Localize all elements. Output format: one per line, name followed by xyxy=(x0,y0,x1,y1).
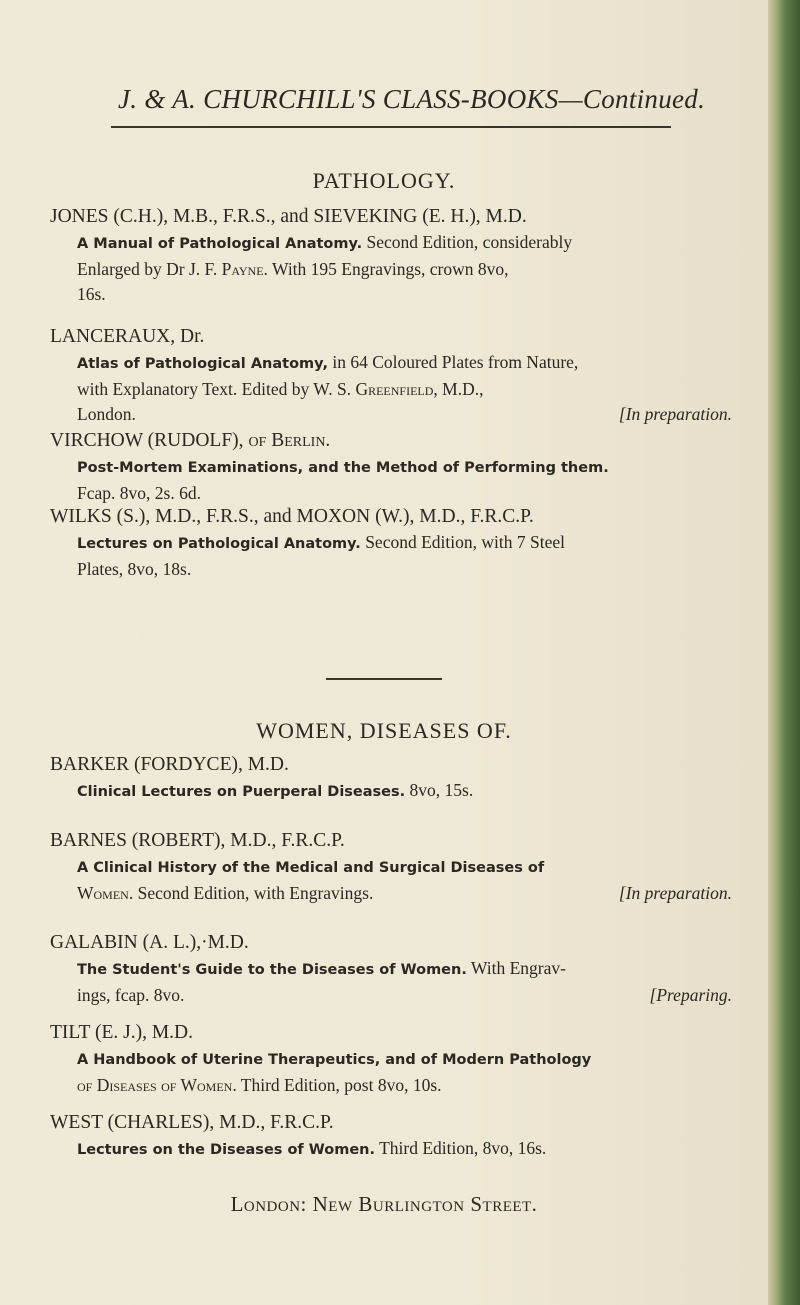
entry-author: VIRCHOW (RUDOLF), xyxy=(50,430,244,451)
entry-author: BARNES (ROBERT), M.D., F.R.C.P. xyxy=(50,830,345,851)
section-title-women-diseases: WOMEN, DISEASES OF. xyxy=(256,718,512,743)
entry-editor: Greenfield, xyxy=(355,379,438,399)
entry-status-note: [In preparation. xyxy=(618,883,732,903)
entry-title-continued: of Diseases of Women. xyxy=(77,1075,237,1095)
entry-virchow xyxy=(50,428,750,506)
entry-title: A Clinical History of the Medical and Surgical Diseases of xyxy=(77,860,545,876)
entry-detail: Third Edition, post 8vo, 10s. xyxy=(240,1075,442,1095)
entry-galabin xyxy=(50,930,750,1008)
entry-price: Plates, 8vo, 18s. xyxy=(77,559,192,579)
entry-author: WEST (CHARLES), M.D., F.R.C.P. xyxy=(50,1112,334,1133)
entry-detail: Second Edition, with Engravings. xyxy=(137,883,374,903)
entry-west xyxy=(50,1110,750,1163)
entry-lanceraux xyxy=(50,324,750,427)
entry-detail: Second Edition, with 7 Steel xyxy=(365,532,565,552)
entry-title: Lectures on Pathological Anatomy. xyxy=(77,536,361,552)
entry-author-origin: of Berlin. xyxy=(248,430,331,451)
entry-author: JONES (C.H.), M.B., F.R.S., and SIEVEKING (E. H.), M.D. xyxy=(50,206,527,227)
entry-detail: Enlarged by Dr J. F. xyxy=(77,259,218,279)
entry-detail: With Engrav- xyxy=(470,958,566,978)
entry-author: GALABIN (A. L.),·M.D. xyxy=(50,932,249,953)
entry-author: BARKER (FORDYCE), M.D. xyxy=(50,754,289,775)
entry-detail: Third Edition, 8vo, 16s. xyxy=(379,1138,547,1158)
entry-barnes xyxy=(50,828,750,906)
entry-title: Clinical Lectures on Puerperal Diseases. xyxy=(77,784,406,800)
entry-detail: With 195 Engravings, crown 8vo, xyxy=(272,259,509,279)
entry-barker xyxy=(50,752,750,805)
entry-status-note: [In preparation. xyxy=(618,404,732,424)
entry-author: LANCERAUX, Dr. xyxy=(50,326,205,347)
entry-editor: Payne. xyxy=(221,259,268,279)
page-edge-binding xyxy=(768,0,800,1305)
entry-detail: with Explanatory Text. Edited by W. S. xyxy=(77,379,352,399)
entry-wilks-moxon xyxy=(50,504,750,582)
entry-title: Atlas of Pathological Anatomy, xyxy=(77,356,328,372)
entry-jones-sieveking xyxy=(50,204,750,307)
entry-title: Post-Mortem Examinations, and the Method of Performing them. xyxy=(77,460,609,476)
page-header: J. & A. CHURCHILL'S CLASS-BOOKS—Continued. xyxy=(118,84,706,114)
header-rule xyxy=(111,126,671,128)
entry-detail: ings, fcap. 8vo. xyxy=(77,985,185,1005)
entry-title: The Student's Guide to the Diseases of Women. xyxy=(77,962,467,978)
entry-detail: Second Edition, considerably xyxy=(366,232,573,252)
entry-title: A Handbook of Uterine Therapeutics, and of Modern Pathology xyxy=(77,1052,592,1068)
entry-status-note: [Preparing. xyxy=(649,985,732,1005)
entry-title: Lectures on the Diseases of Women. xyxy=(77,1142,375,1158)
entry-author: WILKS (S.), M.D., F.R.S., and MOXON (W.), M.D., F.R.C.P. xyxy=(50,506,534,527)
entry-price: 16s. xyxy=(77,284,106,304)
publisher-imprint: London: New Burlington Street. xyxy=(230,1192,538,1216)
entry-author: TILT (E. J.), M.D. xyxy=(50,1022,193,1043)
entry-title: A Manual of Pathological Anatomy. xyxy=(77,236,363,252)
section-title-pathology: PATHOLOGY. xyxy=(312,168,456,193)
entry-tilt xyxy=(50,1020,750,1098)
entry-detail: in 64 Coloured Plates from Nature, xyxy=(332,352,579,372)
section-divider xyxy=(326,678,442,680)
entry-detail: M.D., xyxy=(442,379,484,399)
entry-detail: London. xyxy=(77,404,136,424)
entry-price: 8vo, 15s. xyxy=(409,780,474,800)
entry-detail: Fcap. 8vo, 2s. 6d. xyxy=(77,483,201,503)
entry-title-continued: Women. xyxy=(77,883,134,903)
